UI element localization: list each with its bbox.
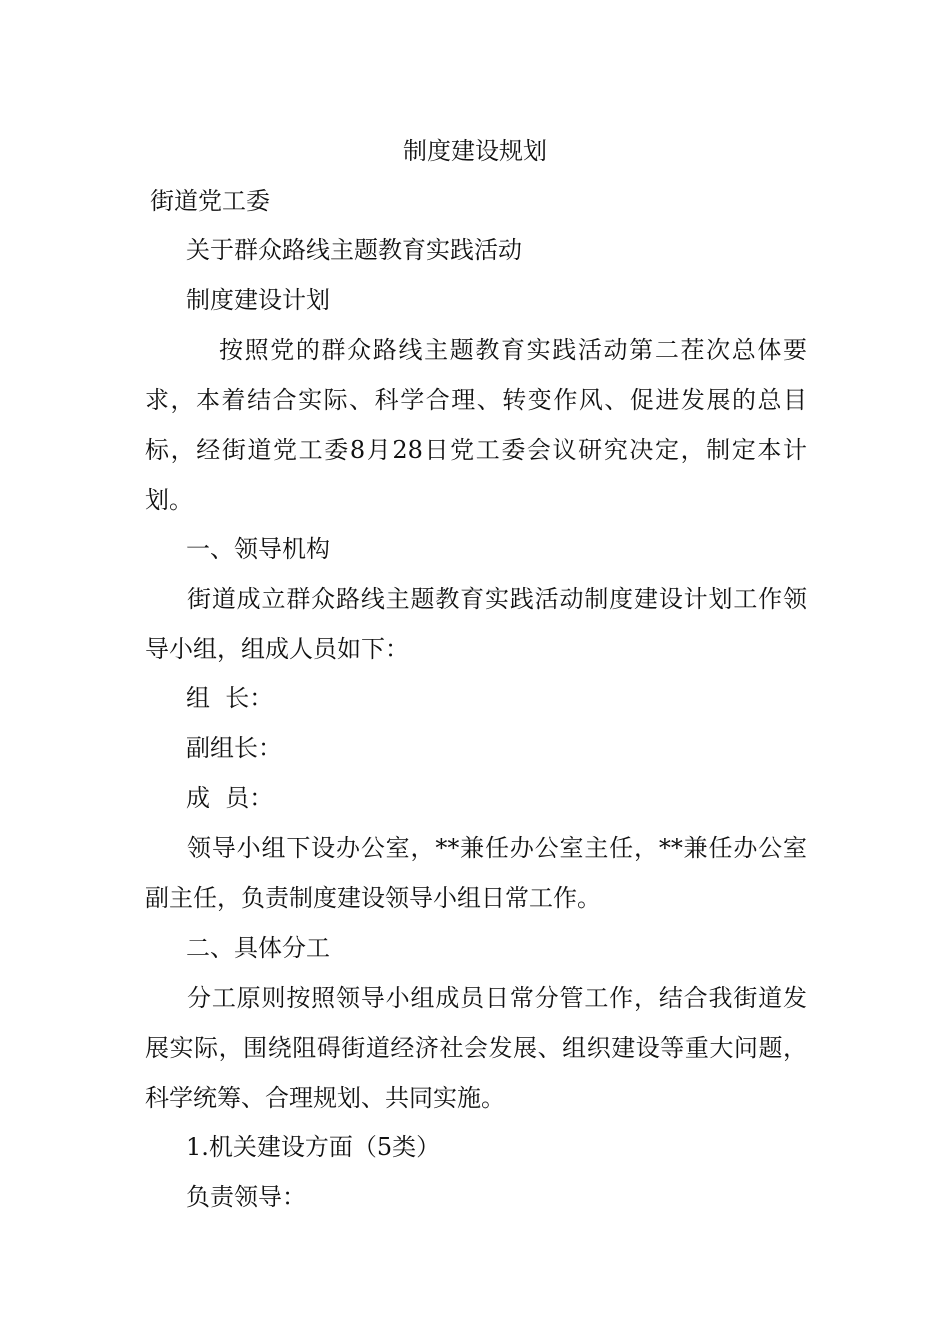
item-1-title: 1.机关建设方面（5类） <box>186 1133 441 1161</box>
members-label: 成 员： <box>186 784 274 812</box>
document-title: 制度建设规划 <box>403 137 547 165</box>
heading-line-1: 关于群众路线主题教育实践活动 <box>186 236 522 264</box>
organization-name: 街道党工委 <box>150 187 270 215</box>
office-paragraph: 领导小组下设办公室，**兼任办公室主任，**兼任办公室副主任，负责制度建设领导小组日常工作。 <box>145 834 807 912</box>
section-1-body: 街道成立群众路线主题教育实践活动制度建设计划工作领导小组，组成人员如下： <box>145 585 807 663</box>
deputy-leader-label: 副组长： <box>186 734 282 762</box>
intro-paragraph: 按照党的群众路线主题教育实践活动第二茬次总体要求，本着结合实际、科学合理、转变作风、促进发展的总目标，经街道党工委8月28日党工委会议研究决定，制定本计划。 <box>145 336 807 514</box>
heading-line-2: 制度建设计划 <box>186 286 330 314</box>
leader-label: 组 长： <box>186 684 274 712</box>
section-2-body: 分工原则按照领导小组成员日常分管工作，结合我街道发展实际，围绕阻碍街道经济社会发展、组织建设等重大问题，科学统筹、合理规划、共同实施。 <box>145 984 807 1112</box>
section-2-title: 二、具体分工 <box>186 934 330 962</box>
section-1-title: 一、领导机构 <box>186 535 330 563</box>
item-1-leader-label: 负责领导： <box>186 1183 306 1211</box>
